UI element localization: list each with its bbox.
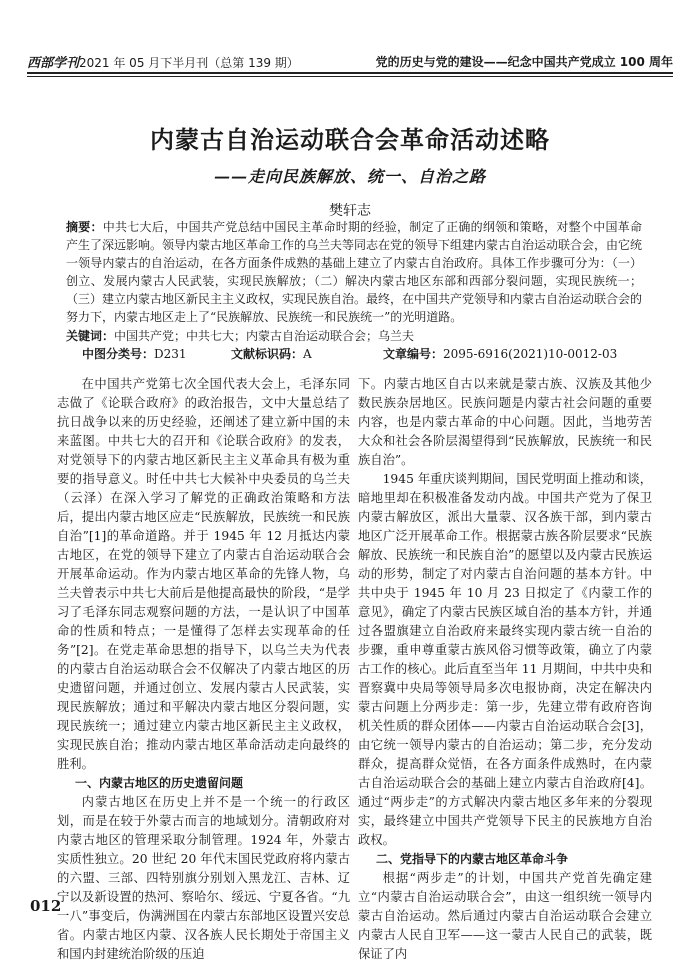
body-column-right	[358, 375, 652, 964]
clc-label: 中图分类号：	[82, 347, 155, 361]
keywords	[66, 327, 642, 345]
body-paragraph: 下。内蒙古地区自古以来就是蒙古族、汉族及其他少数民族杂居地区。民族问题是内蒙古社会问题的重要内容，也是内蒙古革命的中心问题。因此，当地劳苦大众和社会各阶层渴望得到“民族解放，民族统一和民族自治”。	[358, 377, 652, 467]
classification-line	[82, 345, 642, 363]
journal-name: 西部学刊	[27, 55, 80, 71]
doc-code-label: 文献标识码：	[231, 347, 304, 361]
header-rule-thin	[27, 76, 673, 77]
body-paragraph: 1945 年重庆谈判期间，国民党明面上推动和谈，暗地里却在积极准备发动内战。中国共产党为了保卫内蒙古解放区，派出大量蒙、汉各族干部，到内蒙古地区广泛开展革命工作。根据蒙古族各阶层要求“民族解放、民族统一和民族自治”的愿望以及内蒙古民族运动的形势，制定了对内蒙古自治问题的基本方针。中共中央于 1945 年 10 月 23 日拟定了《内蒙工作的意见》，确定了内蒙古民族区域自治的基本方针，并通过各盟旗建立自治政府来最终实现内蒙古统一自治的步骤，重申尊重蒙古族风俗习惯等政策，确立了内蒙古工作的核心。此后直至当年 11 月期间，中共中央和晋察冀中央局等领导局多次电报协商，决定在解决内蒙古问题上分两步走：第一步，先建立带有政府咨询机关性质的群众团体——内蒙古自治运动联合会[3]，由它统一领导内蒙古的自治运动；第二步，充分发动群众，提高群众觉悟，在各方面条件成熟时，在内蒙古自治运动联合会的基础上建立内蒙古自治政府[4]。通过“两步走”的方式解决内蒙古地区多年来的分裂现实，最终建立中国共产党领导下民主的民族地方自治政权。	[358, 472, 652, 847]
journal-issue-info	[27, 52, 299, 71]
running-header	[27, 52, 673, 70]
article-subtitle: ——走向民族解放、统一、自治之路	[213, 167, 486, 186]
body-column-left	[57, 375, 350, 964]
header-rule-thick	[27, 72, 673, 74]
column-title: 党的历史与党的建设——纪念中国共产党成立 100 周年	[375, 54, 673, 69]
article-number-label: 文章编号：	[383, 347, 444, 361]
section-heading: 二、党指导下的内蒙古地区革命斗争	[376, 852, 569, 866]
document-code	[231, 345, 383, 363]
abstract	[66, 218, 642, 326]
clc-value: D231	[154, 347, 187, 361]
body-paragraph: 根据“两步走”的计划，中国共产党首先确定建立“内蒙古自治运动联合会”，由这一组织统一领导内蒙古自治运动。然后通过内蒙古自治运动联合会建立内蒙古人民自卫军——这一蒙古人民自己的武装，既保证了内	[358, 871, 652, 961]
keywords-text: 中国共产党；中共七大；内蒙古自治运动联合会；乌兰夫	[114, 329, 415, 343]
section-heading: 一、内蒙古地区的历史遗留问题	[75, 776, 244, 790]
body-paragraph: 内蒙古地区在历史上并不是一个统一的行政区划，而是在较于外蒙古而言的地域划分。清朝政府对内蒙古地区的管理采取分制管理。1924 年，外蒙古实质性独立。20 世纪 20 年代末国民党政府将内蒙古的六盟、三部、四特别旗分别划入黑龙江、吉林、辽宁以及新设置的热河、察哈尔、绥远、宁夏各省。“九一八”事变后，伪满洲国在内蒙古东部地区设置兴安总省。内蒙古地区内蒙、汉各族人民长期处于帝国主义和国内封建统治阶级的压迫	[57, 795, 350, 961]
clc-number	[82, 345, 231, 363]
issue-text: 2021 年 05 月下半月刊（总第 139 期）	[79, 55, 299, 70]
body-paragraph: 在中国共产党第七次全国代表大会上，毛泽东同志做了《论联合政府》的政治报告，文中大量总结了抗日战争以来的历史经验，还阐述了建立新中国的未来蓝图。中共七大的召开和《论联合政府》的发表，对党领导下的内蒙古地区新民主主义革命具有极为重要的指导意义。时任中共七大候补中央委员的乌兰夫（云泽）在深入学习了解党的正确政治策略和方法后，提出内蒙古地区应走“民族解放，民族统一和民族自治”[1]的革命道路。并于 1945 年 12 月抵达内蒙古地区，在党的领导下建立了内蒙古自治运动联合会开展革命运动。作为内蒙古地区革命的先锋人物，乌兰夫曾表示中共七大前后是他提高最快的阶段，“是学习了毛泽东同志观察问题的方法，一是认识了中国革命的性质和特点；一是懂得了怎样去实现革命的任务”[2]。在党走革命思想的指导下，以乌兰夫为代表的内蒙古自治运动联合会不仅解决了内蒙古地区的历史遗留问题，并通过创立、发展内蒙古人民武装，实现民族解放；通过和平解决内蒙古地区分裂问题，实现民族统一；通过建立内蒙古地区新民主主义政权，实现民族自治；推动内蒙古地区革命活动走向最终的胜利。	[57, 377, 350, 771]
abstract-text: 中共七大后，中国共产党总结中国民主革命时期的经验，制定了正确的纲领和策略，对整个中国革命产生了深远影响。领导内蒙古地区革命工作的乌兰夫等同志在党的领导下组建内蒙古自治运动联合会，由它统一领导内蒙古的自治运动，在各方面条件成熟的基础上建立了内蒙古自治政府。具体工作步骤可分为：（一）创立、发展内蒙古人民武装，实现民族解放；（二）解决内蒙古地区东部和西部分裂问题，实现民族统一；（三）建立内蒙古地区新民主主义政权，实现民族自治。最终，在中国共产党领导和内蒙古自治运动联合会的努力下，内蒙古地区走上了“民族解放、民族统一和民族统一”的光明道路。	[66, 220, 643, 324]
article-number-value: 2095-6916(2021)10-0012-03	[443, 347, 618, 361]
doc-code-value: A	[303, 347, 312, 361]
article-author: 樊轩志	[329, 203, 371, 219]
article-number	[383, 345, 642, 363]
page-number: 012	[30, 897, 62, 915]
abstract-label: 摘要：	[66, 220, 103, 234]
article-title: 内蒙古自治运动联合会革命活动述略	[150, 125, 550, 154]
keywords-label: 关键词：	[66, 329, 115, 343]
